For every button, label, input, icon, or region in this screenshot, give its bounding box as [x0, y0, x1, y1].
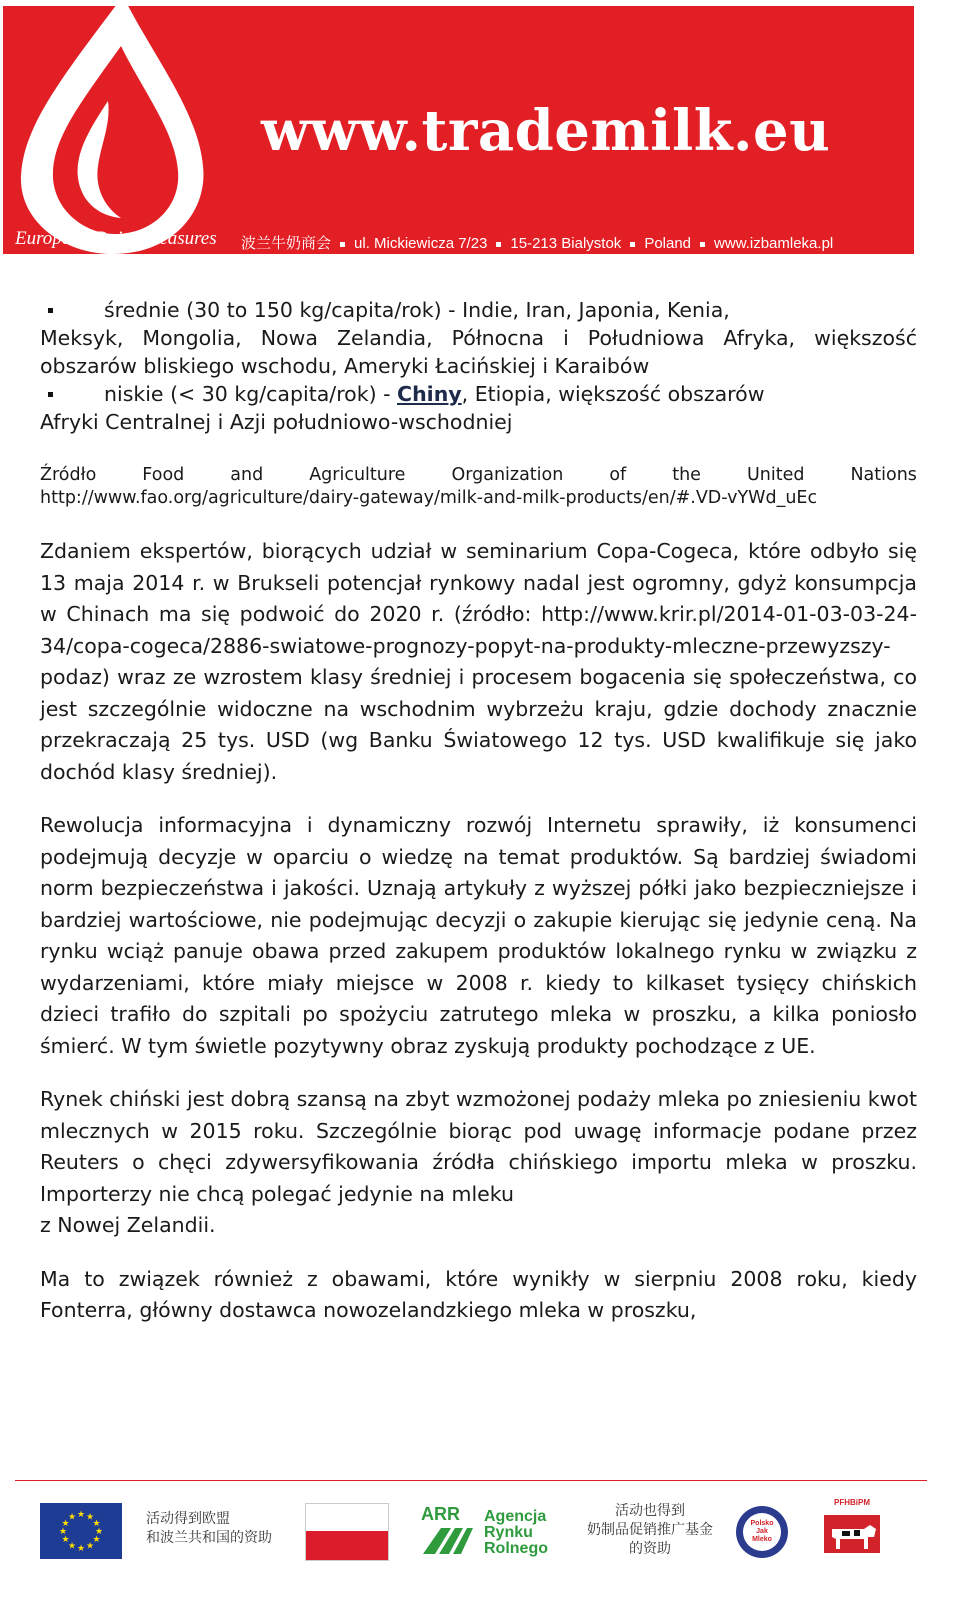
polish-milk-word: Jak: [756, 1528, 768, 1535]
arr-logo-icon: [421, 1504, 475, 1558]
paragraph-text: Rynek chiński jest dobrą szansą na zbyt wzmożonej podaży mleka po zniesieniu kwot mlecznych w 2015 roku. Szczególnie biorąc pod uwagę informacje podane przez Reuters o chęci zdywersyfikowania źródła chińskiego importu mleka w proszku. Importerzy nie chcą polegać jedynie na mleku: [40, 1087, 917, 1206]
source-url[interactable]: http://www.fao.org/agriculture/dairy-gateway/milk-and-milk-products/en/#.VD-vYWd_uEc: [40, 488, 818, 508]
bullet-continuation: Afryki Centralnej i Azji południowo-wschodniej: [40, 410, 513, 434]
polish-milk-word: Mleko: [752, 1536, 772, 1543]
bullet-continuation: Meksyk, Mongolia, Nowa Zelandia, Północna i Południowa Afryka, większość obszarów bliskiego wschodu, Ameryki Łacińskiej i Karaibów: [40, 326, 917, 378]
svg-text:★: ★: [76, 1544, 86, 1554]
source-word: United: [746, 465, 805, 485]
footer-logos: [0, 1490, 960, 1610]
document-body: [40, 296, 917, 1327]
svg-text:★: ★: [92, 1535, 101, 1545]
svg-text:★: ★: [76, 1510, 86, 1520]
paragraph: Rewolucja informacyjna i dynamiczny rozwój Internetu sprawiły, iż konsumenci podejmują decyzje w oparciu o wiedzę na temat produktów. Są bardziej świadomi norm bezpieczeństwa i jakości. Uznają artykuły z wyższej półki jako bezpieczniejsze i bardziej wartościowe, nie podejmując decyzji o zakupie kierując się jedynie ceną. Na rynku wciąż panuje obawa przed zakupem produktów lokalnego rynku w związku z wydarzeniami, które miały miejsce w 2008 r. kiedy to kilkaset tysięcy chińskich dzieci trafiło do szpitali po spożyciu zatrutego mleka w proszku, a kilka poniosło śmierć. W tym świetle pozytywny obraz zyskują produkty pochodzące z UE.: [40, 813, 917, 1058]
svg-text:★: ★: [85, 1512, 95, 1523]
site-url[interactable]: www.trademilk.eu: [261, 98, 831, 164]
separator-icon: [630, 242, 635, 247]
street: ul. Mickiewicza 7/23: [354, 235, 488, 252]
bullet-icon: [48, 308, 53, 313]
poland-flag-icon: [305, 1503, 389, 1561]
chinese-org-name: 波兰牛奶商会: [241, 235, 332, 252]
footer-divider: [15, 1480, 927, 1481]
bullet-list: [40, 296, 917, 436]
tagline: European Dairy Treasures: [15, 228, 217, 249]
svg-text:★: ★: [85, 1541, 95, 1552]
arr-name: [484, 1509, 548, 1557]
bullet-first-line: [104, 380, 917, 408]
pfhbipm-logo: [824, 1498, 880, 1558]
paragraph-text: z Nowej Zelandii.: [40, 1213, 216, 1237]
svg-text:★: ★: [67, 1512, 77, 1523]
separator-icon: [700, 242, 705, 247]
paragraph: Zdaniem ekspertów, biorących udział w seminarium Copa-Cogeca, które odbyło się 13 maja 2014 r. w Brukseli potencjał rynkowy nadal jest ogromny, gdyż konsumpcja w Chinach ma się podwoić do 2020 r. (źródło: http://www.krir.pl/2014-01-03-03-24-34/copa-cogeca/2886-swiatowe-prognozy-popyt-na-produkty-mleczne-przewyzszy-podaz) wraz ze wzrostem klasy średniej i procesem bogacenia się społeczeństwa, co jest szczególnie widoczne na wschodnim wybrzeżu kraju, gdzie dochody znacznie przekraczają 25 tys. USD (wg Banku Światowego 12 tys. USD kwalifikuje się jako dochód klasy średniej).: [40, 539, 917, 784]
source-word: Nations: [850, 465, 917, 485]
bullet-text: , Etiopia, większość obszarów: [461, 382, 765, 406]
footer-text: 活动得到欧盟: [146, 1511, 230, 1527]
source-line: [40, 464, 917, 487]
footer-text: 的资助: [629, 1541, 671, 1557]
cow-icon: [824, 1507, 880, 1557]
svg-text:★: ★: [92, 1519, 101, 1529]
polish-milk-inner: [743, 1513, 781, 1551]
fund-text: [580, 1502, 720, 1559]
arr-code: ARR: [421, 1504, 460, 1524]
svg-text:★: ★: [58, 1527, 68, 1537]
source-citation: [40, 464, 917, 510]
source-word: Organization: [451, 465, 564, 485]
polish-milk-logo: [736, 1506, 788, 1558]
postal-city: 15-213 Bialystok: [510, 235, 622, 252]
country: Poland: [644, 235, 692, 252]
svg-text:★: ★: [61, 1519, 70, 1529]
source-word: Agriculture: [309, 465, 406, 485]
separator-icon: [340, 242, 345, 247]
footer-text: 活动也得到: [615, 1503, 685, 1519]
arr-fields-icon: [421, 1524, 475, 1556]
source-word: of: [609, 465, 627, 485]
svg-text:★: ★: [61, 1535, 70, 1545]
list-item: [40, 296, 917, 380]
bullet-icon: [48, 392, 53, 397]
separator-icon: [496, 242, 501, 247]
source-word: Food: [142, 465, 185, 485]
footer-text: 奶制品促销推广基金: [587, 1522, 713, 1538]
footer-text: 和波兰共和国的资助: [146, 1530, 272, 1546]
bullet-text: niskie (< 30 kg/capita/rok) -: [104, 382, 398, 406]
milk-drop-logo: [3, 6, 243, 254]
arr-line: Rynku: [484, 1524, 533, 1541]
paragraph: Ma to związek również z obawami, które wynikły w sierpniu 2008 roku, kiedy Fonterra, główny dostawca nowozelandzkiego mleka w proszku,: [40, 1266, 917, 1322]
eu-flag-icon: [40, 1503, 122, 1559]
list-item: [40, 380, 917, 436]
header-banner: [3, 6, 914, 254]
polish-milk-word: Polsko: [750, 1520, 774, 1527]
svg-text:★: ★: [94, 1527, 104, 1537]
eu-funding-text: [146, 1510, 272, 1548]
paragraph: [40, 1084, 917, 1242]
pfhbipm-text: PFHBiPM: [834, 1498, 870, 1507]
source-word: the: [672, 465, 701, 485]
source-word: Źródło: [40, 465, 97, 485]
bullet-first-line: średnie (30 to 150 kg/capita/rok) - Indie, Iran, Japonia, Kenia,: [104, 298, 730, 322]
address-line: [241, 232, 833, 253]
chiny-link[interactable]: Chiny: [397, 382, 462, 406]
arr-line: Rolnego: [484, 1540, 548, 1557]
source-word: and: [230, 465, 264, 485]
site-url-secondary[interactable]: www.izbamleka.pl: [714, 235, 834, 252]
arr-line: Agencja: [484, 1508, 547, 1525]
svg-text:★: ★: [67, 1541, 77, 1552]
